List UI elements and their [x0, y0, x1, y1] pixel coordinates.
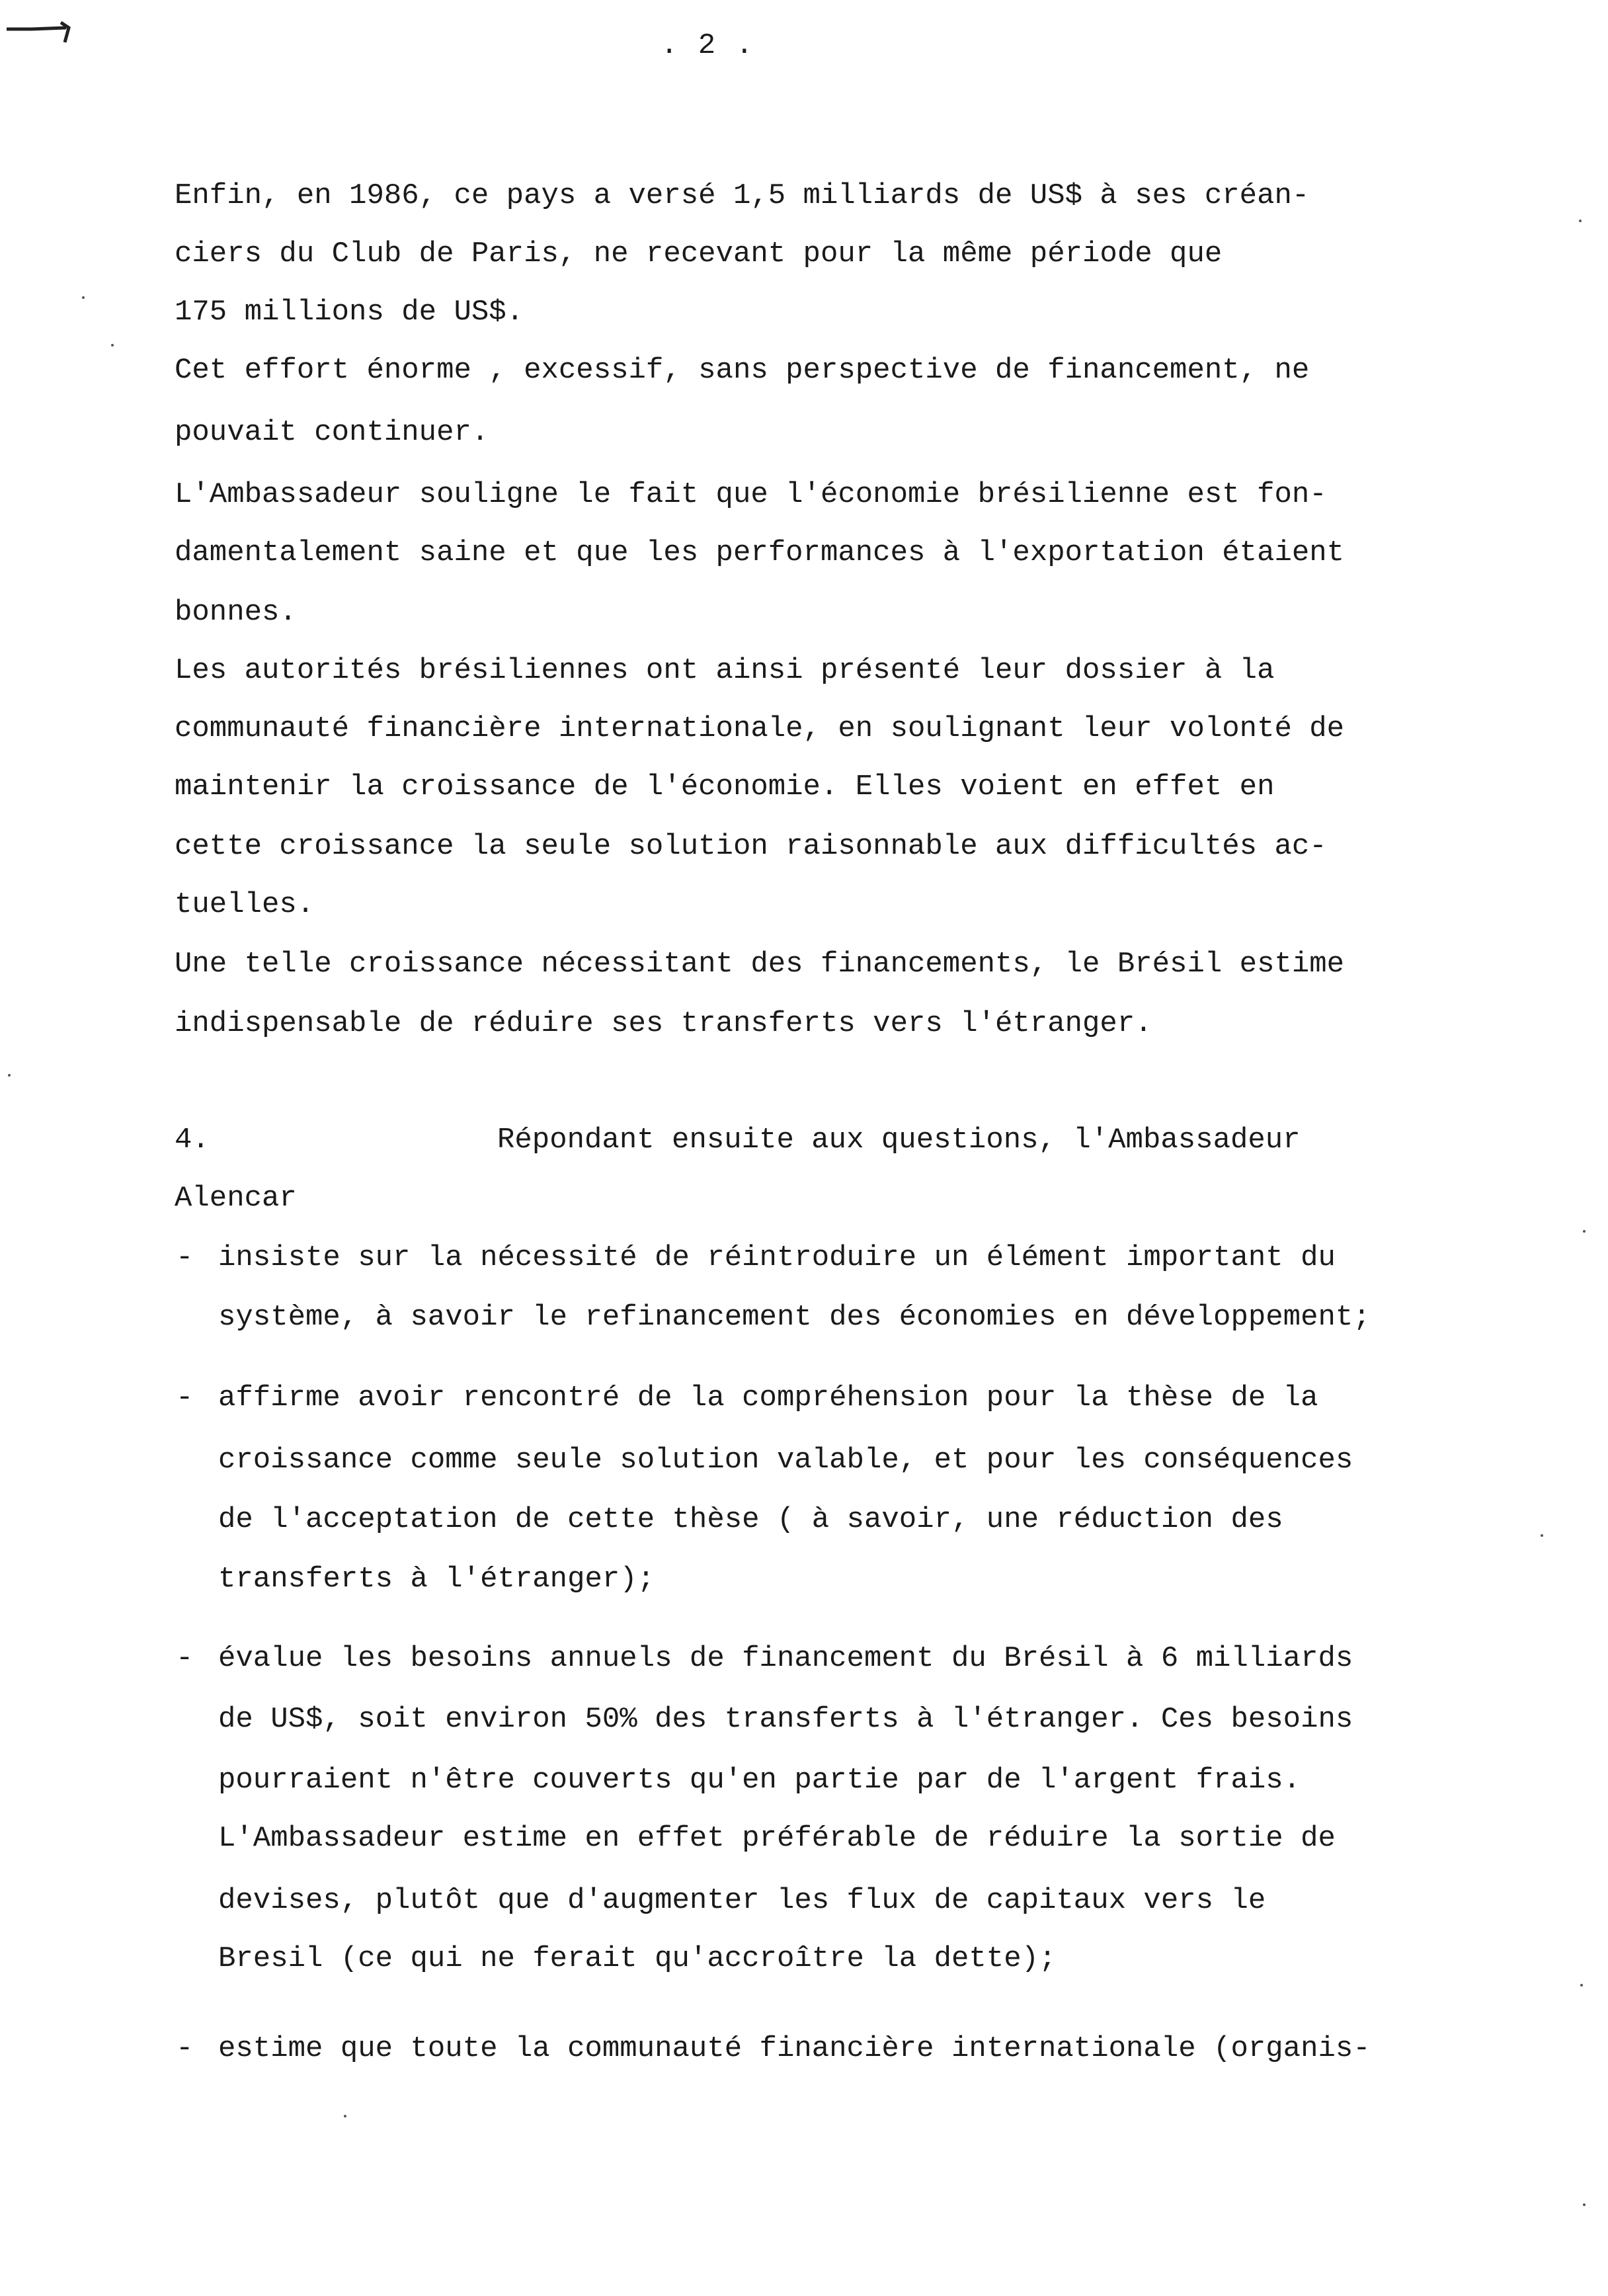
scan-speck [1541, 1534, 1543, 1537]
bullet-dash: - [176, 1381, 194, 1414]
bullet-dash: - [176, 1642, 194, 1675]
scan-speck [82, 296, 85, 299]
text-line: maintenir la croissance de l'économie. Elles voient en effet en [175, 770, 1275, 803]
text-line: bonnes. [175, 596, 297, 629]
section-subject: Alencar [175, 1182, 297, 1215]
bullet-line: croissance comme seule solution valable, et pour les conséquences [218, 1444, 1353, 1477]
scan-speck [1583, 1230, 1586, 1233]
text-line: tuelles. [175, 888, 315, 921]
bullet-line: pourraient n'être couverts qu'en partie par de l'argent frais. [218, 1764, 1301, 1797]
text-line: Cet effort énorme , excessif, sans perspective de financement, ne [175, 354, 1310, 387]
scan-speck [344, 2115, 346, 2117]
text-line: cette croissance la seule solution raisonnable aux difficultés ac- [175, 830, 1327, 863]
bullet-dash: - [176, 2032, 194, 2065]
scan-speck [1580, 1984, 1583, 1987]
bullet-line: Bresil (ce qui ne ferait qu'accroître la dette); [218, 1942, 1057, 1975]
scan-speck [8, 1074, 11, 1077]
bullet-dash: - [176, 1241, 194, 1274]
text-line: L'Ambassadeur souligne le fait que l'économie brésilienne est fon- [175, 478, 1327, 511]
text-line: ciers du Club de Paris, ne recevant pour la même période que [175, 237, 1223, 270]
text-line: communauté financière internationale, en soulignant leur volonté de [175, 712, 1345, 745]
text-line: damentalement saine et que les performances à l'exportation étaient [175, 536, 1345, 569]
bullet-line: L'Ambassadeur estime en effet préférable de réduire la sortie de [218, 1822, 1336, 1855]
bullet-line: de US$, soit environ 50% des transferts à l'étranger. Ces besoins [218, 1703, 1353, 1736]
text-line: indispensable de réduire ses transferts vers l'étranger. [175, 1007, 1152, 1040]
text-line: Les autorités brésiliennes ont ainsi présenté leur dossier à la [175, 654, 1275, 687]
scan-speck [111, 344, 114, 347]
bullet-line: affirme avoir rencontré de la compréhension pour la thèse de la [218, 1381, 1318, 1414]
bullet-line: évalue les besoins annuels de financement du Brésil à 6 milliards [218, 1642, 1353, 1675]
text-line: Enfin, en 1986, ce pays a versé 1,5 milliards de US$ à ses créan- [175, 179, 1310, 212]
page-number: . 2 . [660, 29, 755, 62]
text-line: pouvait continuer. [175, 416, 489, 449]
bullet-line: de l'acceptation de cette thèse ( à savoir, une réduction des [218, 1503, 1283, 1536]
scan-speck [1583, 2203, 1586, 2206]
section-number: 4. [175, 1124, 210, 1157]
bullet-line: insiste sur la nécessité de réintroduire un élément important du [218, 1241, 1336, 1274]
bullet-line: devises, plutôt que d'augmenter les flux de capitaux vers le [218, 1884, 1266, 1917]
scan-speck [1579, 220, 1582, 222]
bullet-line: estime que toute la communauté financière internationale (organis- [218, 2032, 1371, 2065]
text-line: 175 millions de US$. [175, 296, 524, 329]
corner-scan-mark [5, 20, 78, 46]
section-intro: Répondant ensuite aux questions, l'Ambassadeur [497, 1124, 1301, 1157]
bullet-line: transferts à l'étranger); [218, 1563, 655, 1596]
bullet-line: système, à savoir le refinancement des économies en développement; [218, 1301, 1371, 1334]
text-line: Une telle croissance nécessitant des financements, le Brésil estime [175, 948, 1345, 981]
